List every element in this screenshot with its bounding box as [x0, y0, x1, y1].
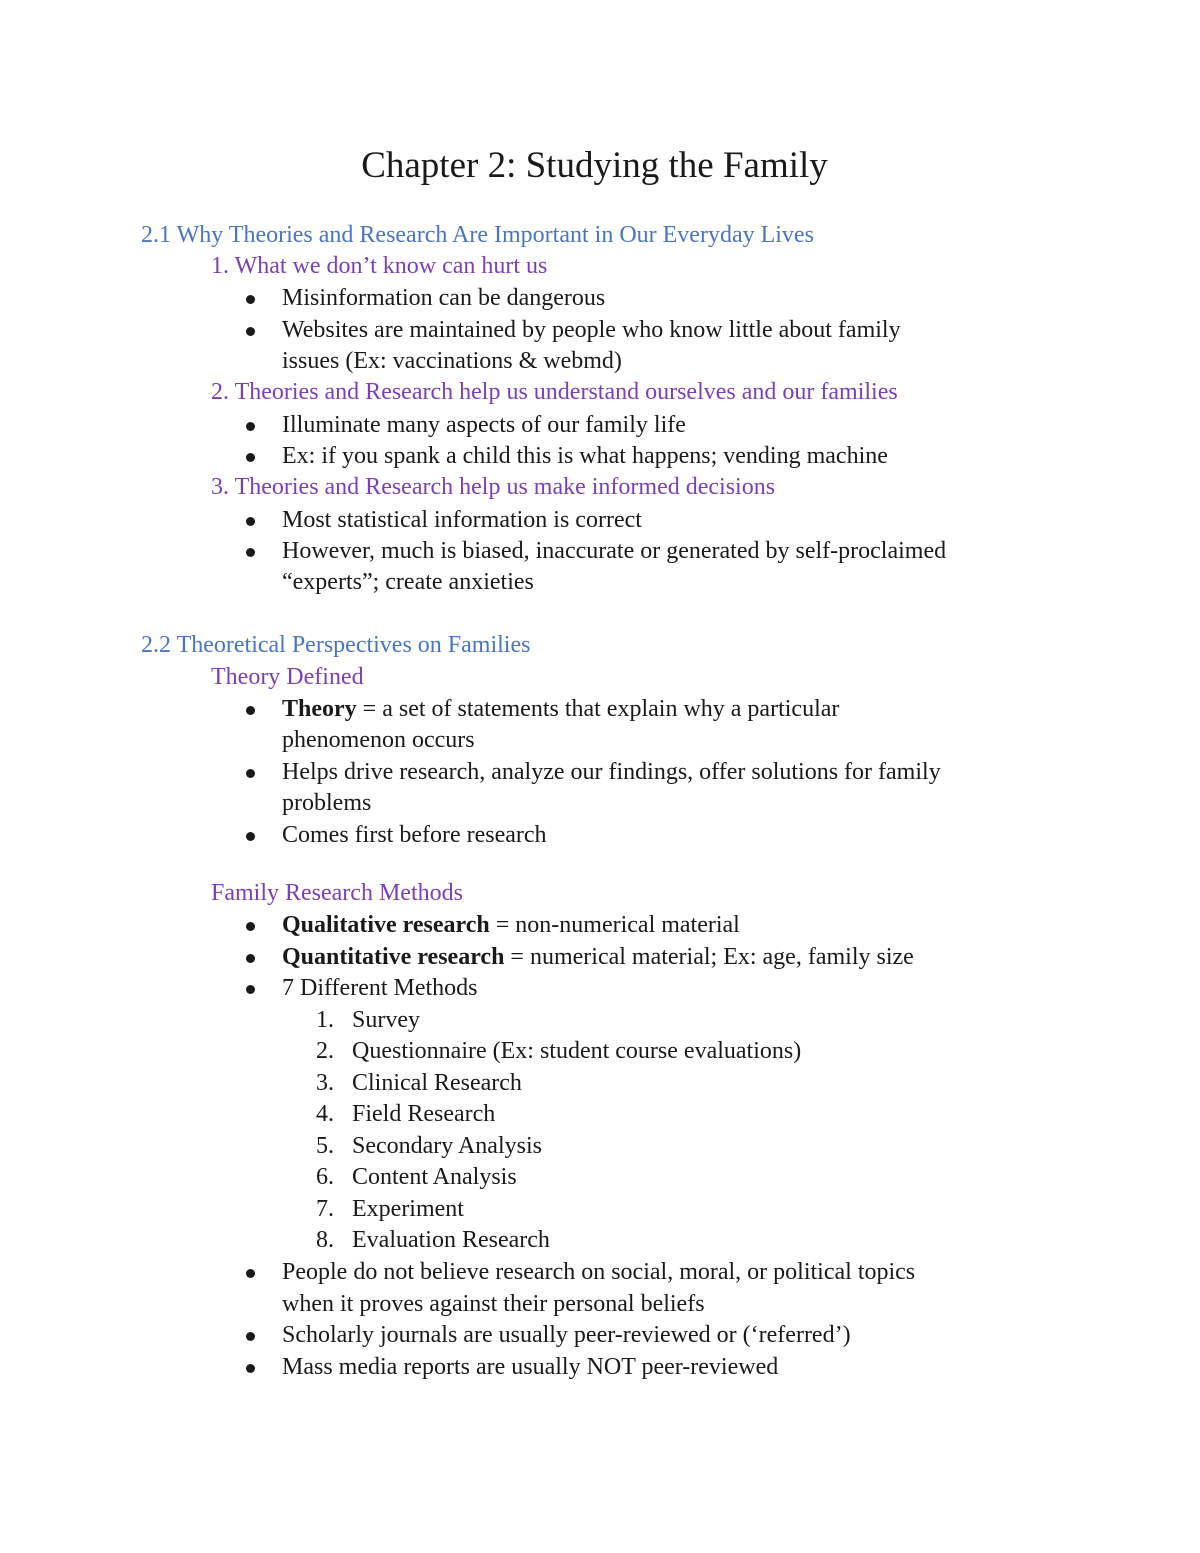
list-item-text: [282, 694, 839, 725]
list-item-text: Most statistical information is correct: [282, 507, 642, 533]
item-number: 3.: [316, 1070, 334, 1096]
subheading-theory-defined: Theory Defined: [211, 664, 364, 690]
list-item-continuation: “experts”; create anxieties: [282, 569, 534, 595]
bullet-icon: [246, 985, 255, 994]
item-number: 6.: [316, 1164, 334, 1190]
item-text: Questionnaire (Ex: student course evaluations): [352, 1038, 802, 1064]
list-item-text: [282, 942, 914, 973]
list-item-text: Illuminate many aspects of our family life: [282, 412, 686, 438]
bullet-icon: [246, 769, 255, 778]
subheading-family-research-methods: Family Research Methods: [211, 880, 463, 906]
subheading-what-we-dont-know: 1. What we don’t know can hurt us: [211, 253, 548, 279]
definition-text: = non-numerical material: [489, 912, 740, 938]
item-text: Survey: [352, 1007, 420, 1033]
list-item-text: Helps drive research, analyze our findings, offer solutions for family: [282, 759, 941, 785]
bullet-icon: [246, 327, 255, 336]
bullet-icon: [246, 295, 255, 304]
item-text: Clinical Research: [352, 1070, 522, 1096]
item-text: Secondary Analysis: [352, 1133, 542, 1159]
bullet-icon: [246, 517, 255, 526]
list-item-text: Ex: if you spank a child this is what happens; vending machine: [282, 443, 888, 469]
list-item-text: Misinformation can be dangerous: [282, 285, 606, 311]
item-text: Content Analysis: [352, 1164, 517, 1190]
list-item-text: [282, 910, 740, 941]
bullet-icon: [246, 548, 255, 557]
bullet-icon: [246, 1332, 255, 1341]
bullet-icon: [246, 1269, 255, 1278]
page-title: Chapter 2: Studying the Family: [361, 145, 828, 186]
bullet-icon: [246, 954, 255, 963]
list-item-text: Websites are maintained by people who know little about family: [282, 317, 901, 343]
item-text: Evaluation Research: [352, 1227, 550, 1253]
term-quantitative: Quantitative research: [282, 944, 505, 970]
list-item-continuation: issues (Ex: vaccinations & webmd): [282, 348, 622, 374]
list-item-text: However, much is biased, inaccurate or generated by self-proclaimed: [282, 538, 947, 564]
item-number: 8.: [316, 1227, 334, 1253]
item-text: Field Research: [352, 1101, 496, 1127]
bullet-icon: [246, 453, 255, 462]
subheading-theories-decisions: 3. Theories and Research help us make informed decisions: [211, 474, 776, 500]
definition-text: = numerical material; Ex: age, family size: [504, 944, 914, 970]
list-item-text: People do not believe research on social, moral, or political topics: [282, 1259, 916, 1285]
list-item-text: 7 Different Methods: [282, 975, 478, 1001]
list-item-continuation: phenomenon occurs: [282, 727, 475, 753]
list-item-text: Comes first before research: [282, 822, 547, 848]
list-item-continuation: problems: [282, 790, 372, 816]
subheading-theories-understand: 2. Theories and Research help us understand ourselves and our families: [211, 379, 898, 405]
bullet-icon: [246, 1364, 255, 1373]
item-number: 4.: [316, 1101, 334, 1127]
bullet-icon: [246, 706, 255, 715]
section-heading-2-1: 2.1 Why Theories and Research Are Important in Our Everyday Lives: [141, 222, 814, 248]
item-number: 2.: [316, 1038, 334, 1064]
list-item-continuation: when it proves against their personal beliefs: [282, 1291, 705, 1317]
bullet-icon: [246, 832, 255, 841]
list-item-text: Mass media reports are usually NOT peer-reviewed: [282, 1354, 779, 1380]
list-item-text: Scholarly journals are usually peer-reviewed or (‘referred’): [282, 1322, 851, 1348]
item-number: 7.: [316, 1196, 334, 1222]
term-qualitative: Qualitative research: [282, 912, 490, 938]
section-heading-2-2: 2.2 Theoretical Perspectives on Families: [141, 632, 531, 658]
bullet-icon: [246, 922, 255, 931]
item-number: 1.: [316, 1007, 334, 1033]
bullet-icon: [246, 422, 255, 431]
item-number: 5.: [316, 1133, 334, 1159]
item-text: Experiment: [352, 1196, 464, 1222]
definition-text: = a set of statements that explain why a particular: [356, 696, 840, 722]
term-theory: Theory: [282, 696, 357, 722]
